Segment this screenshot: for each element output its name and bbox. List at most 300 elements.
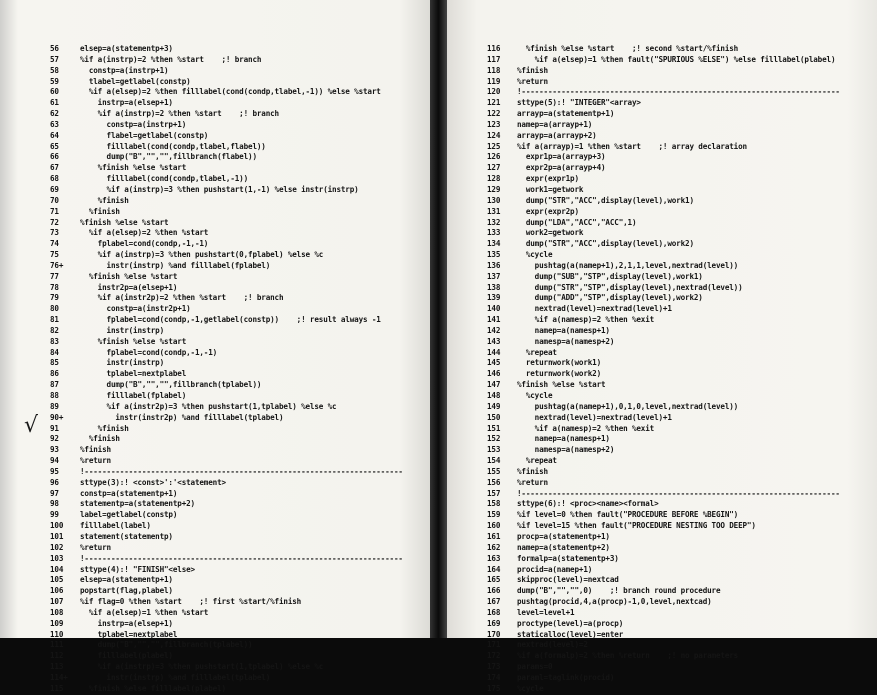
line-number: 104 xyxy=(50,564,64,574)
line-text: namep=a(statementp+2) xyxy=(517,542,610,552)
line-text: %finish xyxy=(517,65,548,75)
code-line xyxy=(50,315,403,326)
code-line xyxy=(50,196,403,207)
line-text: namep=a(arrayp+1) xyxy=(517,119,593,129)
line-text: label=getlabel(constp) xyxy=(80,510,178,520)
line-text: %if level=15 %then fault("PROCEDURE NESTING TOO DEEP") xyxy=(517,521,756,531)
line-text: %if a(instrp)=3 %then pushstart(0,fplabel) %else %c xyxy=(80,250,324,260)
code-line xyxy=(50,228,403,239)
line-text: staticalloc(level)=enter xyxy=(517,629,624,639)
line-number: 65 xyxy=(50,141,59,151)
code-line xyxy=(50,207,403,218)
line-text: instr2p=a(elsep+1) xyxy=(80,282,178,292)
code-line xyxy=(50,608,403,619)
line-number: 82 xyxy=(50,325,59,335)
code-line xyxy=(487,532,840,543)
code-line xyxy=(487,445,840,456)
line-number: 85 xyxy=(50,358,59,368)
line-number: 116 xyxy=(487,44,501,53)
code-line xyxy=(50,66,403,77)
line-text: !------------------------------------------------------------------------ xyxy=(80,466,403,476)
code-line xyxy=(487,131,840,142)
line-text: %if a(instr2p)=3 %then pushstart(1,tplabel) %else %c xyxy=(80,401,337,411)
code-line xyxy=(50,478,403,489)
line-number: 174 xyxy=(487,672,501,682)
line-text: pushtag(a(namep+1),0,1,0,level,nextrad(level)) xyxy=(517,401,739,411)
line-text: instr(instrp) %and filllabel(fplabel) xyxy=(80,260,271,270)
line-text: expr1p=a(arrayp+3) xyxy=(517,152,606,162)
line-text: instr(instr2p) %and filllabel(tplabel) xyxy=(80,412,284,422)
line-number: 92 xyxy=(50,434,59,444)
line-text: %finish xyxy=(517,466,548,476)
line-text: pushtag(a(namep+1),2,1,1,level,nextrad(level)) xyxy=(517,260,739,270)
line-text: %finish %else %start xyxy=(80,163,187,173)
line-text: dump("B","","",fillbranch(tplabel)) xyxy=(80,380,262,390)
line-text: %if level=0 %then fault("PROCEDURE BEFORE %BEGIN") xyxy=(517,510,739,520)
line-text: elsep=a(statementp+3) xyxy=(80,44,173,53)
line-number: 88 xyxy=(50,391,59,400)
line-text: sttype(5):! "INTEGER"<array> xyxy=(517,98,641,108)
code-line xyxy=(50,55,403,66)
code-line xyxy=(487,402,840,413)
line-number: 146 xyxy=(487,369,501,379)
line-text: namep=a(namesp+1) xyxy=(517,434,610,444)
line-text: sttype(3):! <const>':'<statement> xyxy=(80,477,226,487)
code-line xyxy=(50,250,403,261)
line-text: procp=a(statementp+1) xyxy=(517,531,610,541)
right-code-listing xyxy=(487,44,840,695)
code-line xyxy=(487,44,840,55)
line-text: %finish xyxy=(80,195,129,205)
line-number: 152 xyxy=(487,434,501,444)
code-line xyxy=(50,174,403,185)
line-number: 143 xyxy=(487,336,501,346)
code-line xyxy=(50,456,403,467)
code-line xyxy=(487,142,840,153)
code-line xyxy=(50,554,403,565)
book-gutter xyxy=(430,0,447,638)
line-number: 68 xyxy=(50,174,59,184)
line-number: 100 xyxy=(50,521,64,531)
line-number: 69 xyxy=(50,184,59,194)
code-line xyxy=(487,207,840,218)
line-text: work1=getwork xyxy=(517,184,584,194)
line-text: dump("STR","ACC",display(level),work2) xyxy=(517,239,694,249)
line-text: %if flag=0 %then %start ;! first %start/%finish xyxy=(80,597,302,607)
line-number: 72 xyxy=(50,217,59,227)
code-line xyxy=(50,120,403,131)
line-text: fplabel=cond(condp,-1,getlabel(constp)) ;! result always -1 xyxy=(80,315,381,325)
line-number: 80 xyxy=(50,304,59,314)
line-text: constp=a(instr2p+1) xyxy=(80,304,191,314)
code-line xyxy=(50,348,403,359)
code-line xyxy=(487,619,840,630)
line-number: 151 xyxy=(487,423,501,433)
line-number: 126 xyxy=(487,152,501,162)
line-text: tplabel=nextplabel xyxy=(80,629,178,639)
code-line xyxy=(50,109,403,120)
line-number: 76+ xyxy=(50,260,64,270)
line-text: %return xyxy=(80,542,111,552)
code-line xyxy=(487,424,840,435)
line-number: 74 xyxy=(50,239,59,249)
line-text: %finish %else %start ;! second %start/%finish xyxy=(517,44,739,53)
line-number: 173 xyxy=(487,662,501,672)
line-text: %if a(arrayp)=1 %then %start ;! array declaration xyxy=(517,141,747,151)
code-line xyxy=(487,337,840,348)
code-line xyxy=(487,391,840,402)
line-text: nextrad(level)=2 xyxy=(517,640,588,650)
line-number: 141 xyxy=(487,315,501,325)
code-line xyxy=(487,293,840,304)
line-number: 120 xyxy=(487,87,501,97)
line-number: 58 xyxy=(50,65,59,75)
code-line xyxy=(50,489,403,500)
line-text: fplabel=cond(condp,-1,-1) xyxy=(80,347,218,357)
line-text: dump("ADD","STP",display(level),work2) xyxy=(517,293,703,303)
line-text: tplabel=nextplabel xyxy=(80,369,187,379)
code-line xyxy=(487,543,840,554)
line-number: 95 xyxy=(50,466,59,476)
line-number: 136 xyxy=(487,260,501,270)
line-number: 164 xyxy=(487,564,501,574)
line-text: namesp=a(namesp+2) xyxy=(517,445,615,455)
code-line xyxy=(487,315,840,326)
line-number: 97 xyxy=(50,488,59,498)
line-number: 162 xyxy=(487,542,501,552)
code-line xyxy=(487,554,840,565)
code-line xyxy=(487,413,840,424)
code-line xyxy=(50,521,403,532)
code-line xyxy=(50,87,403,98)
line-number: 158 xyxy=(487,499,501,509)
line-number: 105 xyxy=(50,575,64,585)
line-number: 71 xyxy=(50,206,59,216)
code-line xyxy=(50,499,403,510)
code-line xyxy=(487,261,840,272)
code-line xyxy=(50,261,403,272)
line-text: %if a(elsep)=1 %then %start xyxy=(80,607,209,617)
line-number: 89 xyxy=(50,401,59,411)
code-line xyxy=(50,337,403,348)
line-text: %cycle xyxy=(517,683,544,693)
line-text: %finish %else %start xyxy=(80,217,169,227)
line-text: filllabel(plabel) xyxy=(80,651,173,661)
line-number: 140 xyxy=(487,304,501,314)
code-line xyxy=(487,218,840,229)
line-text: dump("B","","",fillbranch(tplabel)) xyxy=(80,640,253,650)
line-text: %if a(instr2p)=2 %then %start ;! branch xyxy=(80,293,284,303)
line-text: instr(instrp) xyxy=(80,358,165,368)
code-line xyxy=(487,489,840,500)
line-number: 96 xyxy=(50,477,59,487)
code-line xyxy=(50,619,403,630)
line-number: 118 xyxy=(487,65,501,75)
line-text: !------------------------------------------------------------------------ xyxy=(517,87,840,97)
line-number: 175 xyxy=(487,683,501,693)
line-number: 171 xyxy=(487,640,501,650)
line-number: 114+ xyxy=(50,672,68,682)
line-number: 111 xyxy=(50,640,64,650)
line-number: 87 xyxy=(50,380,59,390)
line-number: 57 xyxy=(50,54,59,64)
right-page xyxy=(447,0,877,693)
line-number: 66 xyxy=(50,152,59,162)
line-number: 122 xyxy=(487,109,501,119)
line-number: 138 xyxy=(487,282,501,292)
code-line xyxy=(50,467,403,478)
code-line xyxy=(487,283,840,294)
line-number: 149 xyxy=(487,401,501,411)
code-line xyxy=(487,499,840,510)
code-line xyxy=(50,445,403,456)
line-number: 63 xyxy=(50,119,59,129)
code-line xyxy=(50,304,403,315)
line-text: skipproc(level)=nextcad xyxy=(517,575,619,585)
line-text: instr(instrp) %and filllabel(tplabel) xyxy=(80,672,271,682)
line-number: 129 xyxy=(487,184,501,194)
code-line xyxy=(50,565,403,576)
code-line xyxy=(487,239,840,250)
code-line xyxy=(487,478,840,489)
line-number: 147 xyxy=(487,380,501,390)
line-number: 125 xyxy=(487,141,501,151)
line-text: instr(instrp) xyxy=(80,325,165,335)
line-text: %repeat xyxy=(517,456,557,466)
code-line xyxy=(50,152,403,163)
code-line xyxy=(50,293,403,304)
line-number: 99 xyxy=(50,510,59,520)
line-text: %return xyxy=(517,76,548,86)
line-number: 90+ xyxy=(50,412,64,422)
code-line xyxy=(487,521,840,532)
line-number: 79 xyxy=(50,293,59,303)
code-line xyxy=(487,196,840,207)
line-number: 170 xyxy=(487,629,501,639)
code-line xyxy=(50,358,403,369)
code-line xyxy=(487,174,840,185)
line-text: tlabel=getlabel(constp) xyxy=(80,76,191,86)
line-number: 150 xyxy=(487,412,501,422)
line-number: 101 xyxy=(50,531,64,541)
line-text: %if a(instrp)=2 %then %start ;! branch xyxy=(80,54,262,64)
line-text: proctype(level)=a(procp) xyxy=(517,618,624,628)
line-number: 144 xyxy=(487,347,501,357)
line-text: statementp=a(statementp+2) xyxy=(80,499,195,509)
line-text: instrp=a(elsep+1) xyxy=(80,618,173,628)
line-number: 60 xyxy=(50,87,59,97)
line-number: 128 xyxy=(487,174,501,184)
line-text: constp=a(instrp+1) xyxy=(80,119,187,129)
line-number: 70 xyxy=(50,195,59,205)
line-text: %finish %else %start xyxy=(80,336,187,346)
line-text: %finish xyxy=(80,423,129,433)
line-number: 154 xyxy=(487,456,501,466)
line-text: arrayp=a(statementp+1) xyxy=(517,109,615,119)
line-text: %return xyxy=(80,456,111,466)
code-line xyxy=(487,120,840,131)
code-line xyxy=(487,630,840,641)
line-number: 84 xyxy=(50,347,59,357)
code-line xyxy=(487,662,840,673)
line-text: sttype(4):! "FINISH"<else> xyxy=(80,564,195,574)
code-line xyxy=(487,77,840,88)
code-line xyxy=(487,348,840,359)
line-number: 106 xyxy=(50,586,64,596)
line-number: 67 xyxy=(50,163,59,173)
code-line xyxy=(50,684,403,695)
line-text: returnwork(work1) xyxy=(517,358,602,368)
code-line xyxy=(487,87,840,98)
code-line xyxy=(487,98,840,109)
line-text: fplabel=cond(condp,-1,-1) xyxy=(80,239,209,249)
line-number: 160 xyxy=(487,521,501,531)
code-line xyxy=(50,218,403,229)
line-text: %cycle xyxy=(517,391,553,400)
line-text: %finish %else %start xyxy=(80,271,178,281)
line-text: %if a(instrp)=3 %then pushstart(1,-1) %else instr(instrp) xyxy=(80,184,359,194)
code-line xyxy=(487,228,840,239)
line-text: instrp=a(elsep+1) xyxy=(80,98,173,108)
code-line xyxy=(487,152,840,163)
line-number: 75 xyxy=(50,250,59,260)
line-number: 159 xyxy=(487,510,501,520)
line-number: 145 xyxy=(487,358,501,368)
line-text: dump("SUB","STP",display(level),work1) xyxy=(517,271,703,281)
line-text: expr(expr1p) xyxy=(517,174,579,184)
code-line xyxy=(50,283,403,294)
line-number: 163 xyxy=(487,553,501,563)
code-line xyxy=(50,434,403,445)
line-text: filllabel(label) xyxy=(80,521,151,531)
line-text: returnwork(work2) xyxy=(517,369,602,379)
line-text: %finish %else filllabel(plabel) xyxy=(80,683,226,693)
code-line xyxy=(487,684,840,695)
line-text: elsep=a(statementp+1) xyxy=(80,575,173,585)
line-text: namesp=a(namesp+2) xyxy=(517,336,615,346)
line-number: 169 xyxy=(487,618,501,628)
line-number: 73 xyxy=(50,228,59,238)
code-line xyxy=(50,272,403,283)
line-number: 131 xyxy=(487,206,501,216)
code-line xyxy=(50,640,403,651)
line-number: 135 xyxy=(487,250,501,260)
line-number: 77 xyxy=(50,271,59,281)
line-text: dump("B","","",fillbranch(flabel)) xyxy=(80,152,257,162)
line-number: 130 xyxy=(487,195,501,205)
line-text: %finish xyxy=(80,206,120,216)
code-line xyxy=(50,402,403,413)
line-text: %if a(elsep)=2 %then filllabel(cond(condp,tlabel,-1)) %else %start xyxy=(80,87,381,97)
line-text: level=level+1 xyxy=(517,607,575,617)
line-text: dump("LDA","ACC","ACC",1) xyxy=(517,217,637,227)
line-number: 86 xyxy=(50,369,59,379)
line-number: 155 xyxy=(487,466,501,476)
line-number: 124 xyxy=(487,130,501,140)
code-line xyxy=(50,597,403,608)
line-number: 123 xyxy=(487,119,501,129)
code-line xyxy=(487,304,840,315)
code-line xyxy=(487,163,840,174)
code-line xyxy=(50,532,403,543)
line-text: %cycle xyxy=(517,250,553,260)
code-line xyxy=(50,163,403,174)
code-line xyxy=(50,575,403,586)
line-number: 157 xyxy=(487,488,501,498)
line-number: 167 xyxy=(487,597,501,607)
line-number: 81 xyxy=(50,315,59,325)
line-text: flabel=getlabel(constp) xyxy=(80,130,209,140)
line-number: 93 xyxy=(50,445,59,455)
line-number: 161 xyxy=(487,531,501,541)
line-text: %finish %else %start xyxy=(517,380,606,390)
line-number: 62 xyxy=(50,109,59,119)
line-text: nextrad(level)=nextrad(level)+1 xyxy=(517,304,672,314)
line-number: 137 xyxy=(487,271,501,281)
line-text: constp=a(statementp+1) xyxy=(80,488,178,498)
code-line xyxy=(50,413,403,424)
code-line xyxy=(487,358,840,369)
line-number: 61 xyxy=(50,98,59,108)
code-line xyxy=(50,651,403,662)
line-text: statement(statementp) xyxy=(80,531,173,541)
line-text: dump("STR","ACC",display(level),work1) xyxy=(517,195,694,205)
line-text: nextrad(level)=nextrad(level)+1 xyxy=(517,412,672,422)
code-line xyxy=(50,369,403,380)
code-line xyxy=(487,565,840,576)
line-text: filllabel(cond(condp,tlabel,flabel)) xyxy=(80,141,266,151)
code-line xyxy=(50,510,403,521)
left-page xyxy=(0,0,430,693)
code-line xyxy=(487,586,840,597)
line-number: 134 xyxy=(487,239,501,249)
line-number: 168 xyxy=(487,607,501,617)
line-text: dump("STR","STP",display(level),nextrad(level)) xyxy=(517,282,743,292)
code-line xyxy=(487,575,840,586)
line-number: 127 xyxy=(487,163,501,173)
line-number: 148 xyxy=(487,391,501,400)
line-number: 108 xyxy=(50,607,64,617)
line-text: %if a(namesp)=2 %then %exit xyxy=(517,423,655,433)
line-text: filllabel(fplabel) xyxy=(80,391,187,400)
handwritten-check-mark: √ xyxy=(24,413,39,438)
code-line xyxy=(487,640,840,651)
line-number: 102 xyxy=(50,542,64,552)
line-number: 119 xyxy=(487,76,501,86)
code-line xyxy=(487,185,840,196)
line-text: %if a(instrp)=2 %then %start ;! branch xyxy=(80,109,279,119)
code-line xyxy=(50,424,403,435)
line-number: 56 xyxy=(50,44,59,53)
line-text: !------------------------------------------------------------------------ xyxy=(80,553,403,563)
line-text: %if a(instrp)=3 %then pushstart(1,tplabel) %else %c xyxy=(80,662,324,672)
line-text: %finish xyxy=(80,445,111,455)
code-line xyxy=(487,651,840,662)
code-line xyxy=(50,185,403,196)
line-number: 117 xyxy=(487,54,501,64)
code-line xyxy=(487,326,840,337)
line-number: 103 xyxy=(50,553,64,563)
code-line xyxy=(487,109,840,120)
code-line xyxy=(50,673,403,684)
line-text: constp=a(instrp+1) xyxy=(80,65,169,75)
code-line xyxy=(50,77,403,88)
line-number: 83 xyxy=(50,336,59,346)
line-number: 78 xyxy=(50,282,59,292)
line-number: 94 xyxy=(50,456,59,466)
line-text: %if a(elsep)=2 %then %start xyxy=(80,228,209,238)
line-number: 98 xyxy=(50,499,59,509)
